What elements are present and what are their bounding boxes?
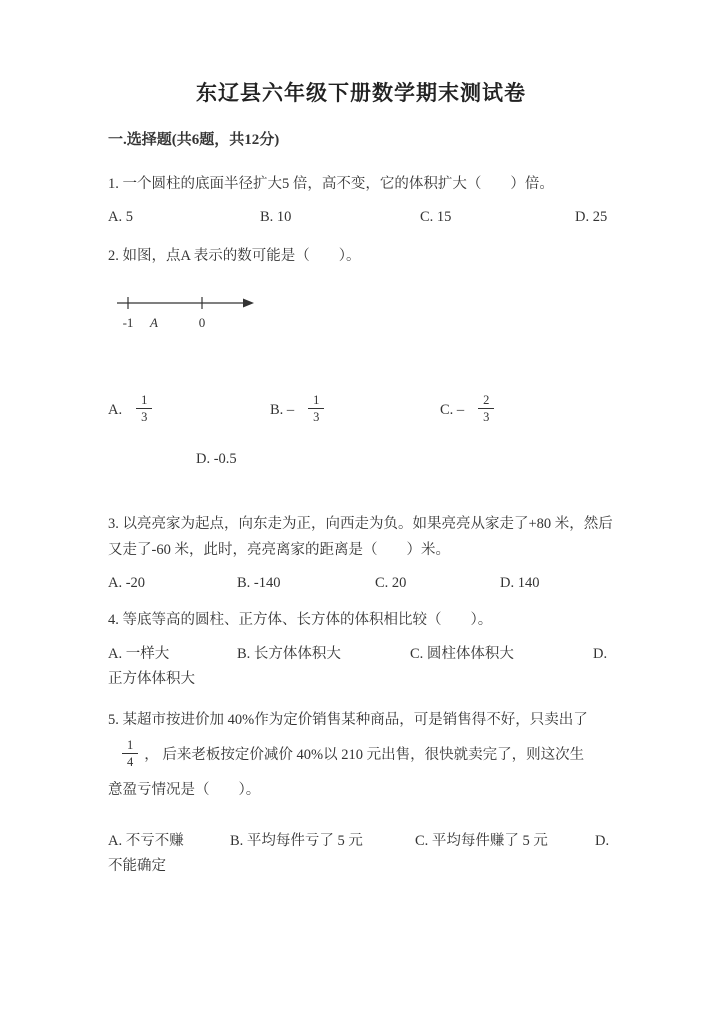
arrow-head-icon bbox=[243, 298, 254, 307]
fraction bbox=[136, 393, 152, 425]
fraction-numerator: 1 bbox=[308, 393, 324, 409]
question-2-option-d: D. -0.5 bbox=[196, 450, 237, 467]
fraction bbox=[478, 393, 494, 425]
question-4-options bbox=[108, 642, 614, 667]
question-4-option-d-label: D. bbox=[593, 645, 608, 662]
question-2-option-c bbox=[440, 393, 614, 429]
question-5-options bbox=[108, 829, 614, 854]
question-1-option-a: A. 5 bbox=[108, 208, 133, 225]
question-4-option-b: B. 长方体体积大 bbox=[237, 645, 341, 662]
question-3-option-b: B. -140 bbox=[237, 574, 281, 591]
question-2-text: 2. 如图，点A 表示的数可能是（ ）。 bbox=[108, 248, 361, 265]
question-2-option-a bbox=[108, 393, 270, 429]
question-5-text-line1: 5. 某超市按进价加 40%作为定价销售某种商品，可是销售得不好，只卖出了 bbox=[108, 712, 588, 729]
fraction-denominator: 3 bbox=[483, 410, 490, 425]
question-4-option-c: C. 圆柱体体积大 bbox=[410, 645, 514, 662]
question-5-text-after-fraction: ， 后来老板按定价减价 40%以 210 元出售，很快就卖完了，则这次生 bbox=[144, 747, 585, 763]
question-2-option-b bbox=[270, 393, 440, 429]
number-line-label-minus1: -1 bbox=[122, 314, 134, 330]
question-5-option-d-text: 不能确定 bbox=[108, 858, 166, 875]
question-5-text-line2 bbox=[120, 738, 614, 774]
option-label: B. – bbox=[270, 402, 295, 419]
question-1-text: 1. 一个圆柱的底面半径扩大5 倍，高不变，它的体积扩大（ ）倍。 bbox=[108, 175, 554, 192]
question-5-option-b: B. 平均每件亏了 5 元 bbox=[230, 832, 363, 849]
question-5-option-a: A. 不亏不赚 bbox=[108, 832, 184, 849]
fraction-numerator: 1 bbox=[122, 738, 138, 754]
option-label: A. bbox=[108, 402, 123, 419]
number-line-label-point-a: A bbox=[150, 314, 158, 330]
page-title: 东辽县六年级下册数学期末测试卷 bbox=[196, 81, 526, 105]
fraction-denominator: 4 bbox=[127, 755, 134, 770]
number-line-figure bbox=[116, 292, 614, 347]
fraction bbox=[308, 393, 324, 425]
question-3-option-d: D. 140 bbox=[500, 574, 540, 591]
fraction-denominator: 3 bbox=[141, 410, 148, 425]
question-3-text: 3. 以亮亮家为起点，向东走为正，向西走为负。如果亮亮从家走了+80 米，然后又走了-60 米，此时，亮亮离家的距离是（ ）米。 bbox=[108, 516, 613, 558]
fraction-numerator: 2 bbox=[478, 393, 494, 409]
question-4-option-d-text: 正方体体积大 bbox=[108, 671, 195, 688]
question-5-option-d-label: D. bbox=[595, 832, 610, 849]
question-5-option-c: C. 平均每件赚了 5 元 bbox=[415, 832, 548, 849]
fraction bbox=[122, 738, 138, 770]
question-1-option-b: B. 10 bbox=[260, 208, 292, 225]
question-1-option-c: C. 15 bbox=[420, 208, 452, 225]
question-3-option-a: A. -20 bbox=[108, 574, 146, 591]
question-5-text-line3: 意盈亏情况是（ ）。 bbox=[108, 781, 261, 798]
question-4-option-a: A. 一样大 bbox=[108, 645, 170, 662]
question-1-option-d: D. 25 bbox=[575, 208, 608, 225]
question-1-options bbox=[108, 205, 614, 230]
question-2-options bbox=[108, 393, 614, 429]
question-3-options bbox=[108, 571, 614, 596]
question-3-option-c: C. 20 bbox=[375, 574, 407, 591]
option-label: C. – bbox=[440, 402, 465, 419]
section-heading: 一.选择题(共6题，共12分) bbox=[108, 132, 280, 149]
fraction-numerator: 1 bbox=[136, 393, 152, 409]
question-4-text: 4. 等底等高的圆柱、正方体、长方体的体积相比较（ ）。 bbox=[108, 612, 493, 629]
number-line-graphic bbox=[116, 292, 266, 338]
number-line-label-zero: 0 bbox=[198, 314, 206, 330]
fraction-denominator: 3 bbox=[313, 410, 320, 425]
